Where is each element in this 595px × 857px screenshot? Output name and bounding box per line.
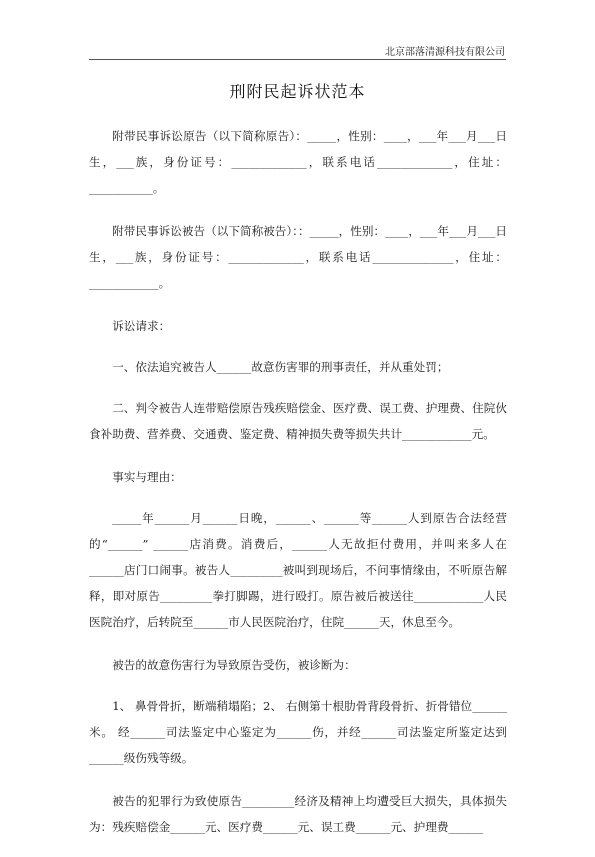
document-body	[89, 123, 507, 857]
claim-item-2: 二、判令被告人连带赔偿原告残疾赔偿金、医疗费、误工费、护理费、住院伙食补助费、营养费、交通费、鉴定费、精神损失费等损失共计____________元。	[89, 401, 507, 441]
losses-paragraph: 被告的犯罪行为致使原告_________经济及精神上均遭受巨大损失，具体损失为：残疾赔偿金______元、医疗费______元、误工费______元、护理费______	[89, 794, 507, 834]
claim-item-1: 一、依法追究被告人______故意伤害罪的刑事责任，并从重处罚；	[112, 360, 449, 374]
document-title: 刑附民起诉状范本	[229, 82, 366, 101]
defendant-info: 附带民事诉讼被告（以下简称被告）：：_____，性别：____，___年___月___日生，___族，身份证号：_____________，联系电话______________，住址：____________。	[89, 224, 507, 290]
company-name: 北京部落清源科技有限公司	[385, 47, 505, 58]
claims-heading: 诉讼请求：	[112, 319, 171, 333]
facts-paragraph: _____年______月______日晚，______、______等______人到原告合法经营的“______” ______店消费。消费后，______人无故拒付费用，并叫来多人在______店门口闹事。被告人_________被叫到现场后，不问事情缘由，不听原告解释，即对原告_________拳打脚踢，进行殴打。原告被后被送往____________人民医院治疗，后转院至______市人民医院治疗，住院______天，休息至今。	[89, 511, 507, 629]
diagnosis-details: 1、 鼻骨骨折，断端稍塌陷；2、 右侧第十根肋骨背段骨折、折骨错位______米。 经______司法鉴定中心鉴定为______伤，并经______司法鉴定所鉴定达到______级伤残等级。	[89, 699, 507, 765]
plaintiff-info: 附带民事诉讼原告（以下简称原告）：_____，性别：____，___年___月___日生，___族，身份证号：_____________，联系电话_____________，住址：___________。	[89, 129, 507, 195]
diagnosis-intro: 被告的故意伤害行为导致原告受伤，被诊断为：	[112, 658, 356, 672]
facts-heading: 事实与理由：	[112, 470, 182, 484]
header-divider	[89, 59, 506, 60]
